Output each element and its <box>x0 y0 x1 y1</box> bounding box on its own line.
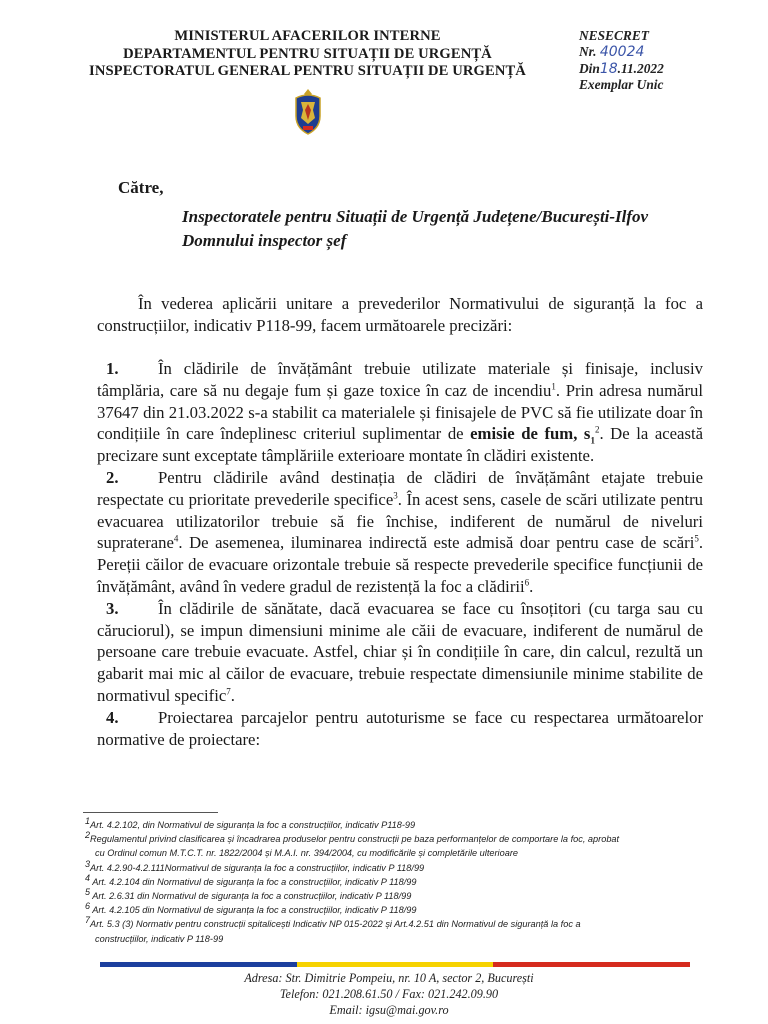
letterhead <box>70 28 545 81</box>
items-list <box>97 358 703 750</box>
inspectorate-name: INSPECTORATUL GENERAL PENTRU SITUAȚII DE URGENȚĂ <box>89 63 526 80</box>
footnotes <box>85 815 705 946</box>
item-text: . De la această precizare sunt exceptate tâmplăriile exterioare montate în clădiri existente. <box>97 424 703 466</box>
footnote <box>85 903 705 917</box>
footnote <box>85 815 705 832</box>
nr-handwritten: 40024 <box>599 43 645 60</box>
footnote-number: 1 <box>85 815 91 826</box>
flag-stripe-yellow <box>297 962 494 967</box>
footnote-ref: 3 <box>393 490 398 501</box>
footnote-number: 7 <box>85 915 91 926</box>
item-number: 3. <box>106 598 119 618</box>
footer-phone: Telefon: 021.208.61.50 / Fax: 021.242.09.90 <box>279 987 499 1001</box>
recipient-line-2: Domnului inspector șef <box>182 231 347 250</box>
footnote-text: Art. 4.2.104 din Normativul de siguranța la foc a construcțiilor, indicativ P 118/99 <box>90 876 417 887</box>
ministry-name: MINISTERUL AFACERILOR INTERNE <box>174 28 441 44</box>
footnote-continuation: cu Ordinul comun M.T.C.T. nr. 1822/2004 și M.A.I. nr. 394/2004, cu modificările și completările ulterioare <box>95 848 518 859</box>
item-text: . Prin adresa numărul 37647 din 21.03.2022 s-a stabilit ca materialele și finisajele de PVC să fie utilizate doar în condițiile în care îndeplinesc criteriul suplimentar de <box>97 380 703 444</box>
footnote-divider <box>83 812 218 813</box>
intro-text: În vederea aplicării unitare a prevederilor Normativului de siguranță la foc a construcțiilor, indicativ P118-99, facem următoarele precizări: <box>97 294 703 335</box>
item-text: . <box>230 685 235 705</box>
item-number: 4. <box>106 707 119 727</box>
emphasis-text: emisie de fum, s <box>470 424 591 444</box>
date-handwritten: 18 <box>599 60 618 77</box>
footnote-ref: 7 <box>226 686 231 697</box>
footer-address: Adresa: Str. Dimitrie Pompeiu, nr. 10 A, sector 2, București <box>244 971 534 985</box>
footer-email: Email: igsu@mai.gov.ro <box>329 1003 449 1017</box>
copy-note: Exemplar Unic <box>579 77 664 93</box>
flag-stripe-blue <box>100 962 297 967</box>
tricolor-bar <box>100 962 690 967</box>
item-text: . În acest sens, casele de scări utilizate pentru evacuarea utilizatorilor trebuie să fie închise, indiferent de numărul de niveluri supraterane <box>97 489 703 553</box>
flag-stripe-red <box>493 962 690 967</box>
footnote <box>85 832 705 846</box>
footnote <box>85 886 705 903</box>
subscript: 1 <box>590 435 595 446</box>
item-text: Proiectarea parcajelor pentru autoturisme se face cu respectarea următoarelor normative de proiectare: <box>97 707 703 749</box>
salutation: Către, <box>118 178 164 197</box>
list-item <box>97 707 703 751</box>
footnote-text: Art. 4.2.102, din Normativul de siguranța la foc a construcțiilor, indicativ P118-99 <box>90 820 416 830</box>
list-item <box>97 598 703 707</box>
footnote-continuation: construcțiilor, indicativ P 118-99 <box>95 933 224 944</box>
footnote-number: 5 <box>85 886 91 897</box>
footnote-text: Art. 4.2.90-4.2.111Normativul de siguranța la foc a construcțiilor, indicativ P 118/99 <box>90 862 425 873</box>
footnote <box>85 872 705 889</box>
recipient-block <box>182 205 648 253</box>
recipient-line-1: Inspectoratele pentru Situații de Urgență Județene/București-Ilfov <box>182 207 649 226</box>
registration-date <box>579 61 664 78</box>
footnote-number: 2 <box>85 830 91 841</box>
page-footer <box>0 970 768 1018</box>
footnote-text: Regulamentul privind clasificarea și încadrarea produselor pentru construcții pe baza performanțelor de comportare la foc, aprobat <box>90 834 620 845</box>
item-number: 1. <box>106 359 119 378</box>
item-text: În clădirile de învățământ trebuie utilizate materiale și finisaje, inclusiv tâmplăria, care să nu degaje fum și gaze toxice în caz de incendiu <box>97 359 703 400</box>
item-text: Pentru clădirile având destinația de clădiri de învățământ etajate trebuie respectate cu prioritate prevederile specifice <box>97 467 703 509</box>
list-item <box>97 467 703 598</box>
registration-number <box>579 44 664 61</box>
footnote <box>85 917 705 931</box>
nr-label: Nr. <box>579 43 597 59</box>
item-text: . De asemenea, iluminarea indirectă este admisă doar pentru case de scări <box>178 533 695 553</box>
footnote-text: Art. 4.2.105 din Normativul de siguranța la foc a construcțiilor, indicativ P 118/99 <box>90 905 417 916</box>
footnote-number: 3 <box>85 858 91 869</box>
classification-status: NESECRET <box>579 28 649 43</box>
item-text: În clădirile de sănătate, dacă evacuarea se face cu însoțitori (cu targa sau cu căruciorul), se impun dimensiuni minime ale căii de evacuare, indiferent de numărul de persoane care trebuie evacuate. Astfel, chiar și în condițiile în care, din calcul, rezultă un gabarit mai mic al căilor de evacuare, trebuie respectate dimensiunile minime stabilite de normativul specific <box>97 598 703 705</box>
list-item <box>97 358 703 467</box>
footnote-number: 6 <box>85 901 91 912</box>
footnote-ref: 2 <box>594 424 600 435</box>
footnote-text: Art. 5.3 (3) Normativ pentru construcții spitalicești Indicativ NP 015-2022 și Art.4.2.51 din Normativul de siguranță la foc a <box>90 919 581 930</box>
classification-block <box>579 28 664 93</box>
item-text: . Pereții căilor de evacuare orizontale trebuie să respecte prevederile specifice funcțiunii de învățământ, având în vedere gradul de rezistență la foc a clădirii <box>97 533 703 596</box>
date-printed: .11.2022 <box>617 60 664 76</box>
footnote-ref: 4 <box>173 533 179 544</box>
intro-paragraph <box>97 293 703 337</box>
footnote-ref: 1 <box>551 381 556 392</box>
footnote-ref: 6 <box>524 577 530 588</box>
item-number: 2. <box>106 467 119 487</box>
coat-of-arms-icon <box>292 88 324 136</box>
footnote-ref: 5 <box>694 533 699 544</box>
footnote-text: Art. 2.6.31 din Normativul de siguranța la foc a construcțiilor, indicativ P 118/99 <box>90 891 412 902</box>
date-label: Din <box>579 60 600 76</box>
item-text: . <box>529 576 534 596</box>
department-name: DEPARTAMENTUL PENTRU SITUAȚII DE URGENȚĂ <box>123 45 492 62</box>
footnote <box>85 858 705 875</box>
footnote-number: 4 <box>85 872 91 883</box>
